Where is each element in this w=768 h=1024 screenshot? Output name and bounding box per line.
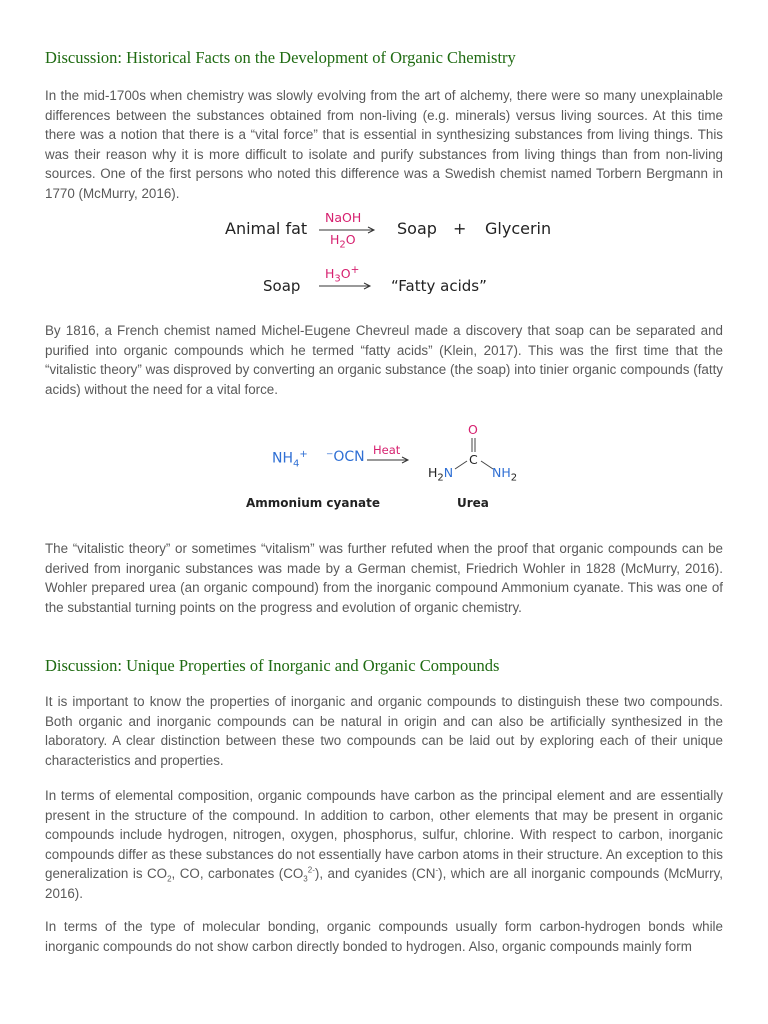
- reagent-heat: Heat: [373, 443, 401, 457]
- label-urea: Urea: [457, 496, 489, 510]
- reactant-animal-fat: Animal fat: [225, 219, 308, 238]
- paragraph-chevreul: By 1816, a French chemist named Michel-Eugene Chevreul made a discovery that soap can be separated and purified into organic compounds which he termed “fatty acids” (Klein, 2017). This was the first time that the “vitalistic theory” was disproved by converting an organic substance (the soap) into tinier organic compounds (fatty acids) without the need for a vital force.: [45, 323, 723, 397]
- reactant-soap: Soap: [263, 277, 301, 295]
- product-soap: Soap: [397, 219, 437, 238]
- paragraph-alchemy: In the mid-1700s when chemistry was slowly evolving from the art of alchemy, there were so many unexplainable differences between the substances obtained from non-living (e.g. minerals) versus living sources. At this time there was a notion that there is a “vital force” that is essential in synthesizing substances from living things. This was their reason why it is more difficult to isolate and purify substances from living things than from non-living sources. One of the first persons who noted this difference was a Swedish chemist named Torbern Bergmann in 1770 (McMurry, 2016).: [45, 88, 723, 201]
- reaction-arrow-2: [319, 282, 379, 290]
- reagent-water: $H_2O$: [330, 232, 356, 251]
- urea-right-amine: $NH_2$: [492, 465, 518, 484]
- reaction-arrow-3: [367, 456, 413, 464]
- paragraph-wohler: The “vitalistic theory” or sometimes “vitalism” was further refuted when the proof that organic compounds can be derived from inorganic substances was made by a German chemist, Friedrich Wohler in 1828 (McMurry, 2016). Wohler prepared urea (an organic compound) from the inorganic compound Ammonium cyanate. This was one of the substantial turning points on the progress and evolution of organic chemistry.: [45, 541, 723, 615]
- paragraph-properties-intro: It is important to know the properties of inorganic and organic compounds to distinguish these two compounds. Both organic and inorganic compounds can be natural in origin and can also be artificially synthesized in the laboratory. A clear distinction between these two compounds can be laid out by exploring each of their unique characteristics and properties.: [45, 694, 723, 768]
- label-ammonium-cyanate: Ammonium cyanate: [246, 496, 380, 510]
- urea-left-amine: $H_2N$: [428, 465, 454, 484]
- cyanate-ion: ⁻OCN: [326, 449, 365, 465]
- urea-carbon: C: [469, 452, 478, 467]
- urea-oxygen: O: [468, 422, 478, 437]
- ammonium-ion: $NH_4^+$: [272, 449, 308, 470]
- plus-sign: +: [453, 219, 467, 238]
- paragraph-molecular-bonding: In terms of the type of molecular bonding, organic compounds usually form carbon-hydrogen bonds while inorganic compounds do not show carbon directly bonded to hydrogen. Also, organic compounds mainly form: [45, 919, 723, 954]
- section-heading-unique-properties: Discussion: Unique Properties of Inorganic and Organic Compounds: [45, 656, 500, 675]
- product-fatty-acids: “Fatty acids”: [391, 277, 487, 295]
- reagent-naoh: NaOH: [325, 210, 362, 225]
- section-heading-historical-facts: Discussion: Historical Facts on the Development of Organic Chemistry: [45, 48, 516, 67]
- product-glycerin: Glycerin: [485, 219, 552, 238]
- paragraph-elemental-composition: In terms of elemental composition, organic compounds have carbon as the principal element and are essentially present in the structure of the compound. In addition to carbon, other elements that may be present in organic compounds include hydrogen, nitrogen, oxygen, phosphorus, sulfur, chlorine. With respect to carbon, inorganic compounds differ as these substances do not essentially have carbon atoms in their structure. An exception to this generalization is $CO_2$, CO, carbonates $(CO_3^{2-})$, and cyanides (CN-), which are all inorganic compounds (McMurry, 2016).: [45, 788, 723, 901]
- reagent-hydronium: $H_3O^+$: [325, 264, 360, 285]
